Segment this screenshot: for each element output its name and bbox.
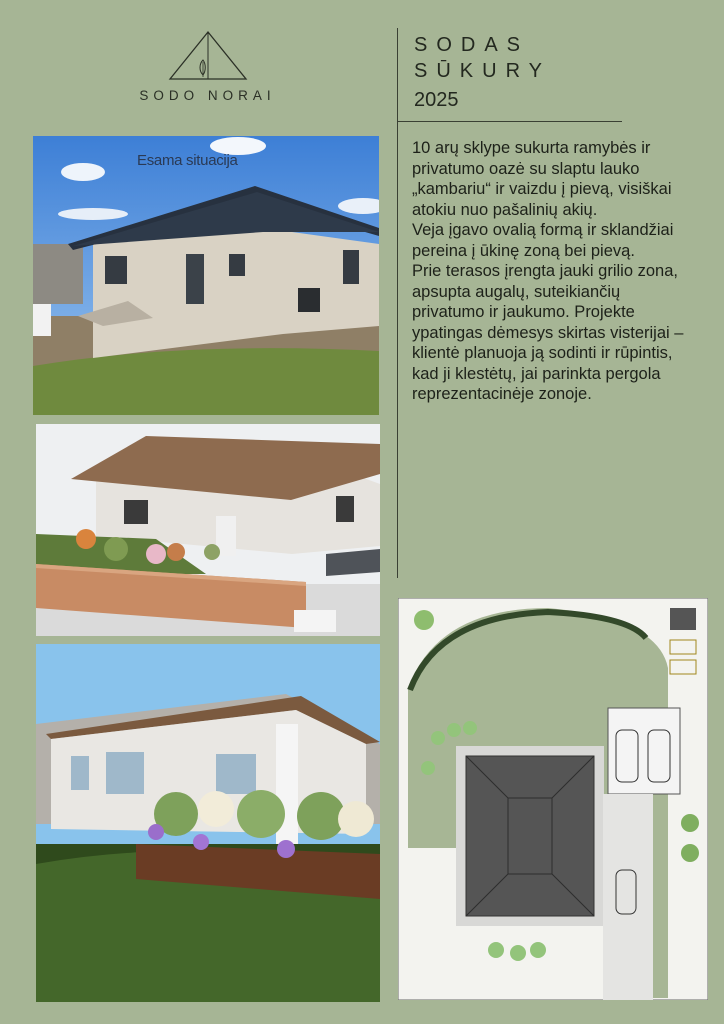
- logo: [120, 28, 295, 103]
- brand-name: SODO NORAI: [139, 88, 276, 103]
- project-description: [412, 138, 697, 405]
- description-paragraph: Veja įgavo ovalią formą ir sklandžiai pereina į ūkinę zoną bei pievą.: [412, 221, 674, 260]
- photo-caption: Esama situacija: [137, 152, 238, 169]
- render-front-photo: [36, 424, 380, 636]
- title-line-2: SŪKURY: [414, 60, 551, 82]
- horizontal-divider: [397, 121, 622, 122]
- render-garden-photo: [36, 644, 380, 1002]
- vertical-divider: [397, 28, 398, 578]
- title-line-1: SODAS: [414, 34, 530, 56]
- current-situation-photo: [33, 136, 379, 415]
- title-year: 2025: [414, 89, 459, 111]
- page-title: [414, 32, 551, 113]
- tent-leaf-icon: [166, 28, 250, 82]
- description-paragraph: Prie terasos įrengta jauki grilio zona, apsupta augalų, suteikiančių privatumo ir jaukumo. Projekte ypatingas dėmesys skirtas visterijai – klientė planuoja ją sodinti ir rūpintis, kad ji klestėtų, jai parinkta pergola reprezentacinėje zonoje.: [412, 262, 684, 403]
- description-paragraph: 10 arų sklype sukurta ramybės ir privatumo oazė su slaptu lauko „kambariu“ ir vaizdu į pievą, visiškai atokiu nuo pašalinių akių.: [412, 139, 672, 219]
- site-plan-drawing: [398, 598, 708, 1000]
